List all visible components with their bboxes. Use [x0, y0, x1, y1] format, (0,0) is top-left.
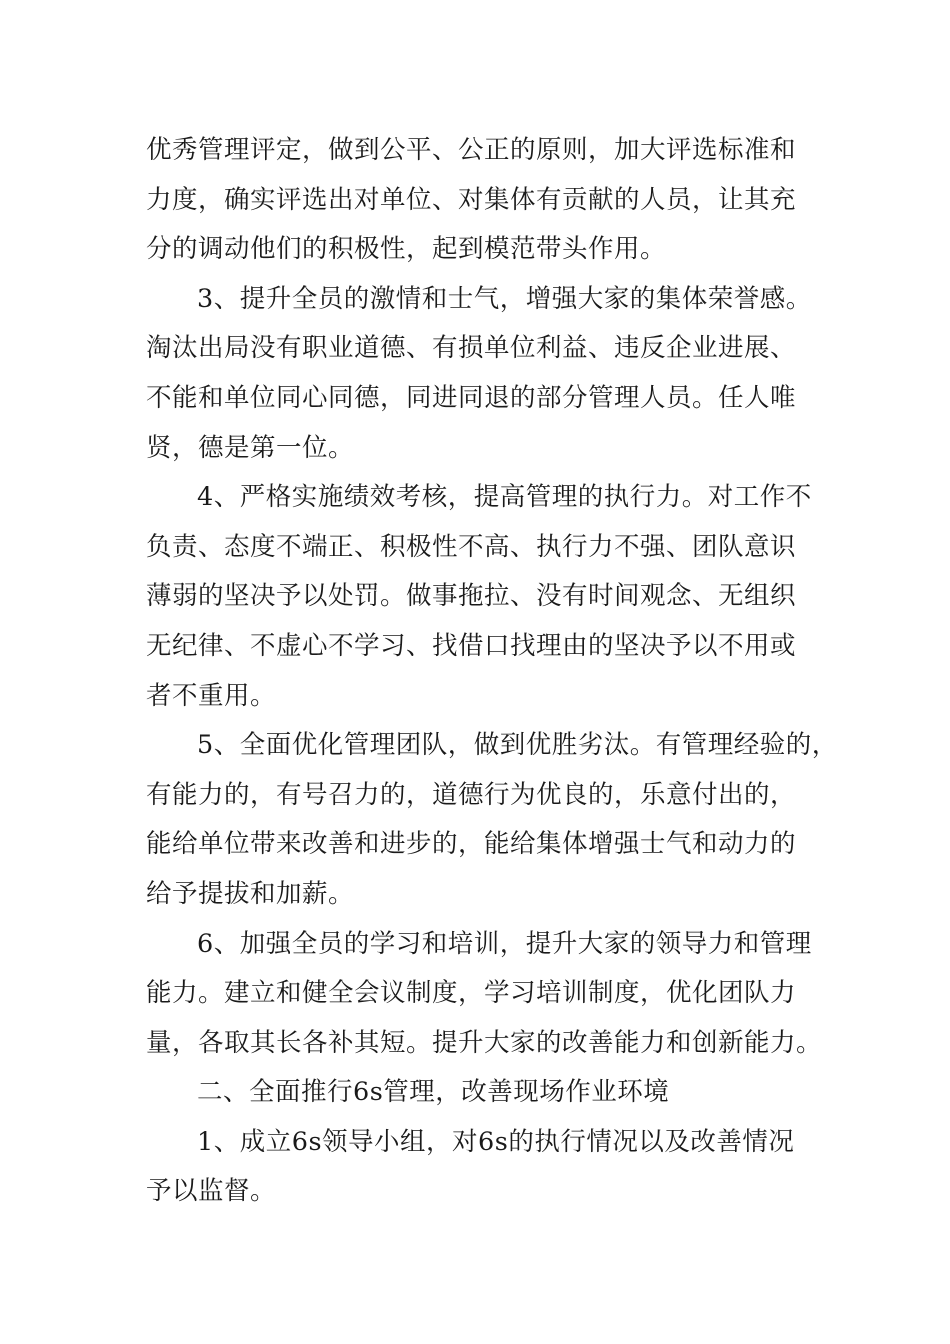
text-line: 分的调动他们的积极性，起到模范带头作用。: [146, 234, 667, 265]
text-line: 予以监督。: [146, 1176, 277, 1207]
paragraph-start-line: 3、提升全员的激情和士气，增强大家的集体荣誉感。: [197, 283, 812, 314]
text-line: 贤，德是第一位。: [146, 432, 355, 463]
text-line: 量，各取其长各补其短。提升大家的改善能力和创新能力。: [146, 1027, 823, 1058]
paragraph-start-line: 1、成立6s领导小组，对6s的执行情况以及改善情况: [197, 1126, 795, 1157]
text-line: 不能和单位同心同德，同进同退的部分管理人员。任人唯: [146, 382, 797, 413]
text-line: 者不重用。: [146, 680, 277, 711]
text-line: 能力。建立和健全会议制度，学习培训制度，优化团队力: [146, 978, 797, 1009]
paragraph-start-line: 4、严格实施绩效考核，提高管理的执行力。对工作不: [197, 482, 812, 513]
paragraph-start-line: 5、全面优化管理团队，做到优胜劣汰。有管理经验的，: [197, 730, 838, 761]
text-line: 力度，确实评选出对单位、对集体有贡献的人员，让其充: [146, 184, 797, 215]
text-line: 淘汰出局没有职业道德、有损单位利益、违反企业进展、: [146, 333, 797, 364]
text-line: 薄弱的坚决予以处罚。做事拖拉、没有时间观念、无组织: [146, 581, 797, 612]
text-line: 有能力的，有号召力的，道德行为优良的，乐意付出的，: [146, 779, 797, 810]
section-heading: 二、全面推行6s管理，改善现场作业环境: [197, 1077, 670, 1108]
text-line: 能给单位带来改善和进步的，能给集体增强士气和动力的: [146, 829, 797, 860]
document-body: [146, 126, 838, 1217]
text-line: 无纪律、不虚心不学习、找借口找理由的坚决予以不用或: [146, 630, 797, 661]
paragraph-start-line: 6、加强全员的学习和培训，提升大家的领导力和管理: [197, 928, 812, 959]
text-line: 给予提拔和加薪。: [146, 878, 355, 909]
text-line: 负责、态度不端正、积极性不高、执行力不强、团队意识: [146, 531, 797, 562]
text-line: 优秀管理评定，做到公平、公正的原则，加大评选标准和: [146, 135, 797, 165]
